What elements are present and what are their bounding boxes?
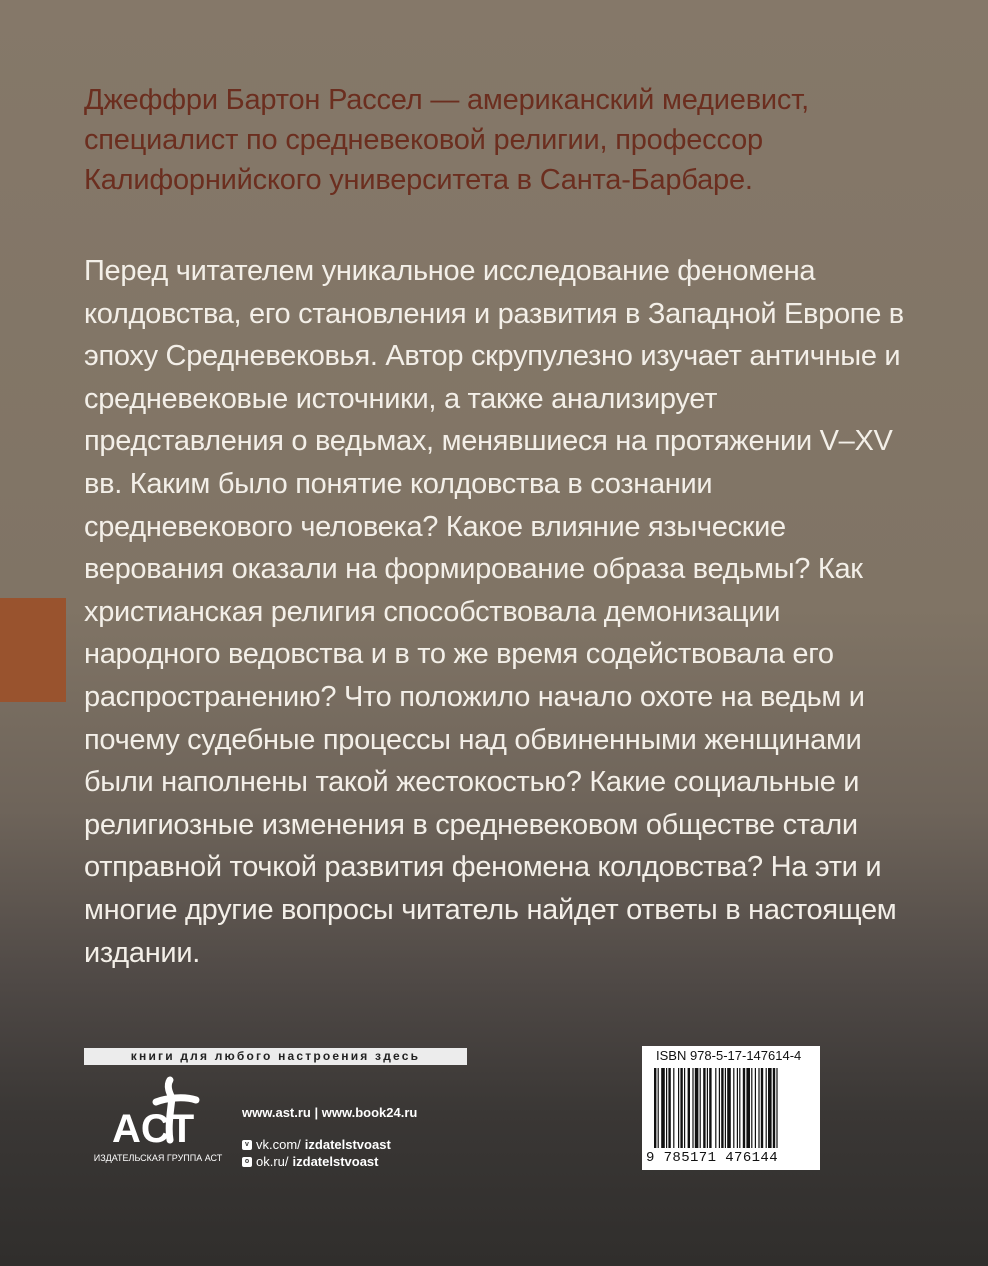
book-description: Перед читателем уникальное исследование феномена колдовства, его становления и развития в Западной Европе в эпоху Средневековья. Автор скрупулезно изучает античные и средневековые источники, а также анализирует представления о ведьмах, менявшиеся на протяжении V–XV вв. Каким было понятие колдовства в сознании средневекового человека? Какое влияние языческие верования оказали на формирование образа ведьмы? Как христианская религия способствовала демонизации народного ведовства и в то же время содействовала его распространению? Что положило начало охоте на ведьм и почему судебные процессы над обвиненными женщинами были наполнены такой жестокостью? Какие социальные и религиозные изменения в средневековом обществе стали отправной точкой развития феномена колдовства? На эти и многие другие вопросы читатель найдет ответы в настоящем издании. — [84, 255, 904, 969]
vk-prefix: vk.com/ — [256, 1137, 301, 1152]
logo-text: ACT — [112, 1107, 195, 1150]
author-bio: Джеффри Бартон Рассел — американский медиевист, специалист по средневековой религии, профессор Калифорнийского университета в Санта-Барбаре. — [84, 84, 809, 196]
publisher-name: ИЗДАТЕЛЬСКАЯ ГРУППА АСТ — [93, 1153, 223, 1163]
isbn-label: ISBN 978-5-17-147614-4 — [656, 1048, 802, 1063]
ok-icon: o — [242, 1157, 252, 1167]
vk-link[interactable] — [242, 1136, 417, 1153]
vk-icon: v — [242, 1140, 252, 1150]
vk-handle: izdatelstvoast — [304, 1137, 391, 1152]
publisher-logo — [88, 1072, 228, 1172]
accent-bar — [0, 598, 66, 702]
ast-logo-icon — [110, 1074, 206, 1150]
publisher-contacts — [242, 1104, 417, 1170]
publisher-tagline: книги для любого настроения здесь — [84, 1048, 467, 1065]
barcode-box — [642, 1046, 820, 1170]
barcode-digits: 9 785171 476144 — [646, 1150, 779, 1166]
ok-prefix: ok.ru/ — [256, 1154, 289, 1169]
ok-link[interactable] — [242, 1153, 417, 1170]
barcode-icon — [646, 1068, 816, 1150]
publisher-websites[interactable]: www.ast.ru | www.book24.ru — [242, 1105, 418, 1120]
ok-handle: izdatelstvoast — [292, 1154, 379, 1169]
